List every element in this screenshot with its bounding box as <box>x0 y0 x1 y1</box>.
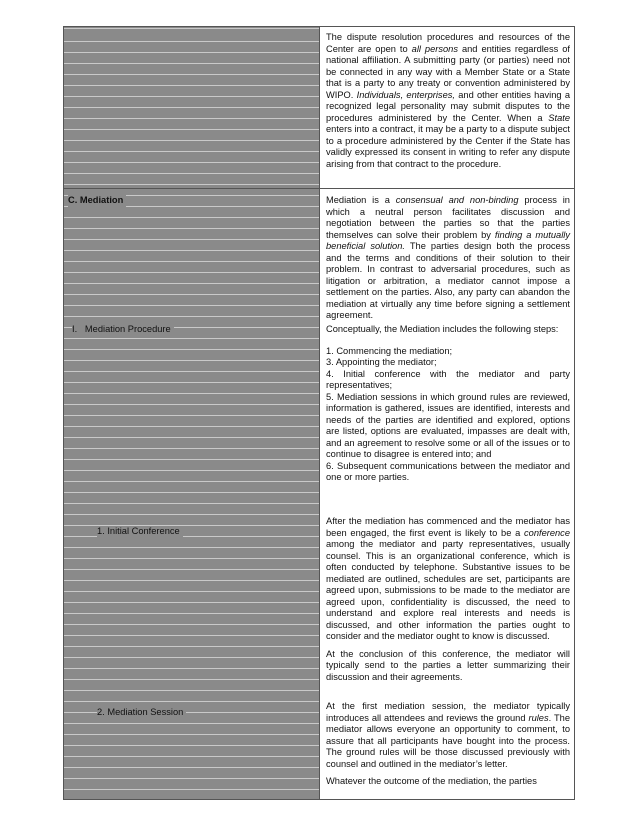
mediation-session-paragraph-2: Whatever the outcome of the mediation, the parties <box>326 776 537 786</box>
procedure-intro: Conceptually, the Mediation includes the following steps: <box>326 324 559 334</box>
procedure-step: 1. Commencing the mediation; <box>326 345 453 356</box>
procedure-step: 5. Mediation sessions in which ground rules are reviewed, information is gathered, issues are identified, interests and needs of the parties are identified and explored, options are listed, options are evaluated, impasses are dealt with, and an agreement to resolve some or all of the issues or to continue to disagree is entered into; and <box>326 391 570 459</box>
left-column-shading <box>64 27 319 799</box>
document-table <box>63 26 575 800</box>
initial-conference-cell <box>326 516 570 683</box>
procedure-step: 6. Subsequent communications between the mediator and one or more parties. <box>326 460 570 482</box>
initial-conference-paragraph-2: At the conclusion of this conference, the mediator will typically send to the parties a letter summarizing their discussion and their agreements. <box>326 648 570 682</box>
mediation-cell <box>326 195 570 322</box>
mediation-heading: C. Mediation <box>68 195 126 207</box>
mediation-session-heading: 2. Mediation Session <box>97 707 186 719</box>
procedure-cell <box>326 324 570 484</box>
initial-conference-paragraph: After the mediation has commenced and the mediator has been engaged, the first event is likely to be a conference among the mediator and party representatives, usually counsel. This is an organizational conference, which is often conducted by telephone. Substantive issues to be mediated are outlined, schedules are set, participants are agreed upon, submissions to be made to the mediator are agreed upon, confidentiality is discussed, the need to understand and explore real interests and needs is discussed, and other information the parties ought to consider and the mediator ought to know is discussed. <box>326 516 570 641</box>
row-divider <box>64 188 574 189</box>
initial-conference-heading: 1. Initial Conference <box>97 526 183 538</box>
procedure-step: 3. Appointing the mediator; <box>326 357 437 367</box>
procedure-step: 4. Initial conference with the mediator and party representatives; <box>326 368 570 390</box>
mediation-session-paragraph: At the first mediation session, the mediator typically introduces all attendees and reviews the ground rules. The mediator allows everyone an opportunity to comment, to assure that all participants have bought into the process. The ground rules will be those discussed previously with counsel and outlined in the mediator’s letter. <box>326 701 570 769</box>
column-divider <box>319 27 320 799</box>
mediation-paragraph: Mediation is a consensual and non-binding process in which a neutral person facilitates discussion and negotiation between the parties so that the parties themselves can solve their problem by finding a mutually beneficial solution. The parties design both the process and the terms and conditions of their solution to their problem. In contrast to adversarial procedures, such as litigation or arbitration, a mediator cannot impose a settlement on the parties. Also, any party can abandon the mediation at virtually any time before signing a settlement agreement. <box>326 195 570 320</box>
intro-paragraph: The dispute resolution procedures and resources of the Center are open to all persons and entities regardless of national affiliation. A submitting party (or parties) need not be connected in any way with a Member State or a State that is a party to any treaty or convention administered by WIPO. Individuals, enterprises, and other entities having a recognized legal personality may submit disputes to the procedures administered by the Center. When a State enters into a contract, it may be a party to a dispute subject to a procedure administered by the Center if the State has validly expressed its consent in writing to refer any dispute arising from that contract to the procedure. <box>326 32 570 169</box>
intro-cell <box>326 32 570 170</box>
mediation-session-cell <box>326 701 570 788</box>
mediation-procedure-heading: I. Mediation Procedure <box>72 324 174 336</box>
